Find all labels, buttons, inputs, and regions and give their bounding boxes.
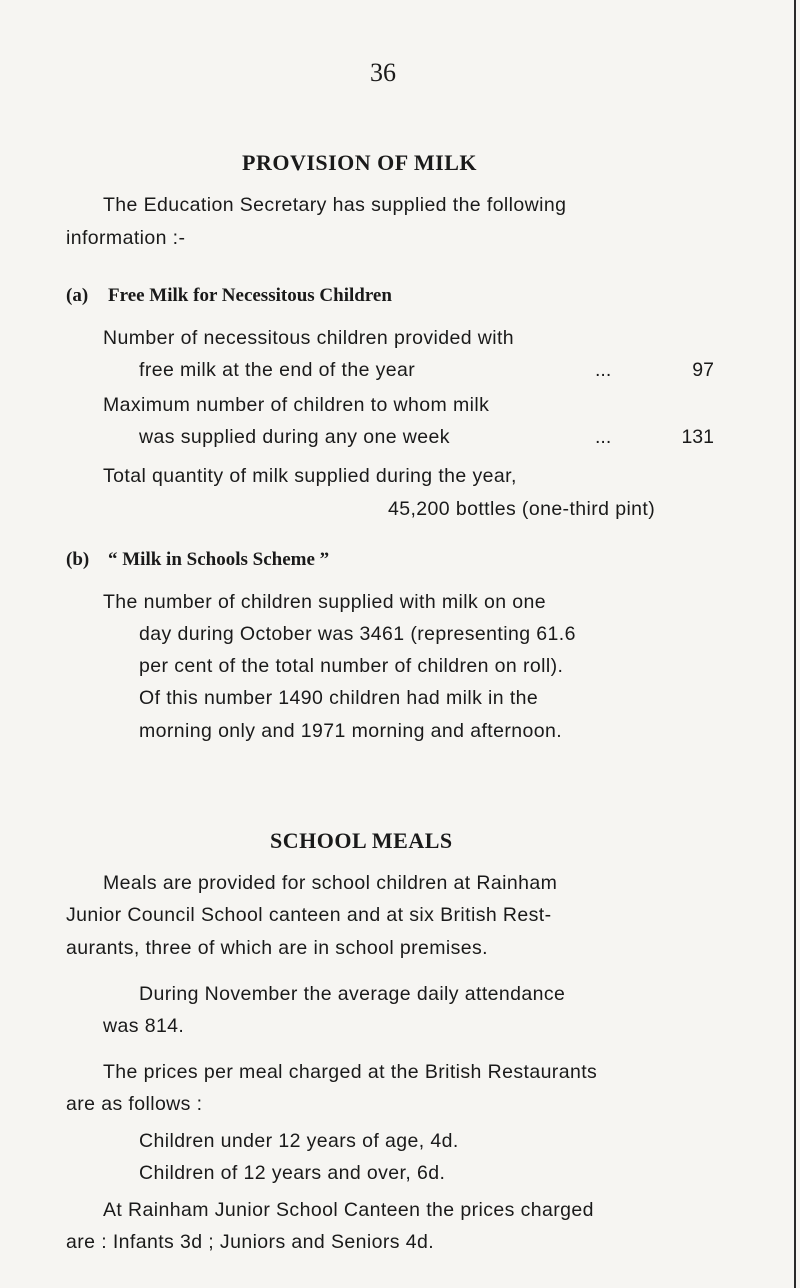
meals-p4-line-1: At Rainham Junior School Canteen the prices charged [103,1199,594,1221]
section-b-line-4: Of this number 1490 children had milk in the [139,687,539,709]
meals-p1-line-1: Meals are provided for school children at Rainham [103,872,558,894]
section-b-title: “ Milk in Schools Scheme ” [108,549,330,570]
meals-p2-line-2: was 814. [103,1015,185,1037]
section-a-title: Free Milk for Necessitous Children [108,285,392,306]
page-number: 36 [370,58,396,87]
meals-p4-line-2: are : Infants 3d ; Juniors and Seniors 4d. [66,1231,435,1253]
milk-heading: PROVISION OF MILK [242,150,478,175]
section-a-item2-dots: ... [595,426,612,448]
section-a-item1-value: 97 [692,359,714,381]
page-edge [794,0,796,1288]
milk-intro-line-2: information :- [66,227,186,249]
meals-p1-line-2: Junior Council School canteen and at six British Rest- [66,904,552,926]
section-b-label: (b) [66,549,90,570]
meals-price-children-under-12: Children under 12 years of age, 4d. [139,1130,459,1152]
meals-p3-line-2: are as follows : [66,1093,203,1115]
section-a-item2-line2: was supplied during any one week [139,426,450,448]
section-a-item2-value: 131 [681,426,714,448]
section-b-line-2: day during October was 3461 (representing 61.6 [139,623,576,645]
section-a-item3-line1: Total quantity of milk supplied during the year, [103,465,517,487]
section-b-line-5: morning only and 1971 morning and afternoon. [139,720,563,742]
meals-p1-line-3: aurants, three of which are in school premises. [66,937,488,959]
section-a-item1-line2: free milk at the end of the year [139,359,416,381]
section-a-item3-line2: 45,200 bottles (one-third pint) [388,498,656,520]
meals-p2-line-1: During November the average daily attendance [139,983,566,1005]
section-a-item1-line1: Number of necessitous children provided with [103,327,515,349]
section-b-line-3: per cent of the total number of children on roll). [139,655,564,677]
meals-price-children-12-and-over: Children of 12 years and over, 6d. [139,1162,446,1184]
meals-p3-line-1: The prices per meal charged at the British Restaurants [103,1061,598,1083]
meals-heading: SCHOOL MEALS [270,828,453,853]
section-a-item2-line1: Maximum number of children to whom milk [103,394,490,416]
section-a-label: (a) [66,285,89,306]
milk-intro-line-1: The Education Secretary has supplied the following [103,194,567,216]
section-b-line-1: The number of children supplied with milk on one [103,591,547,613]
section-a-item1-dots: ... [595,359,612,381]
